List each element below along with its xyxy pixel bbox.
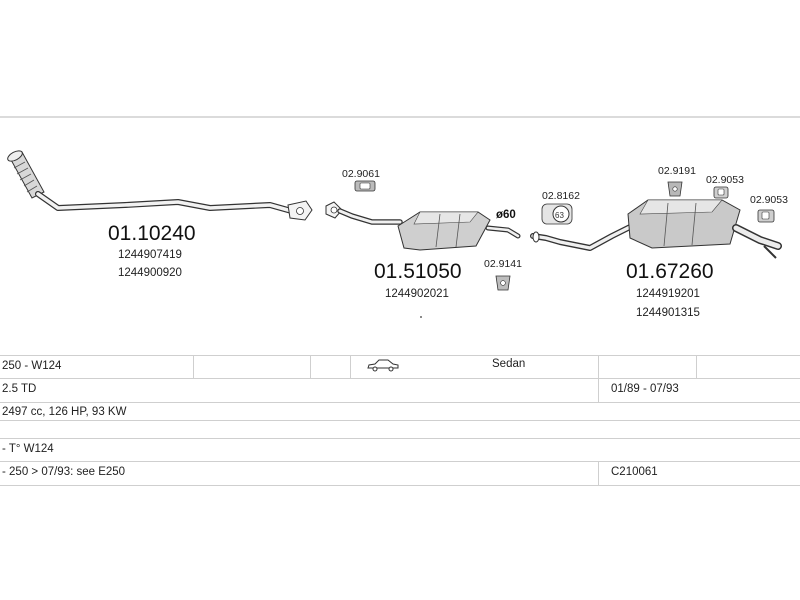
accessory-number: 02.9053 (706, 174, 744, 186)
col-divider (598, 461, 599, 485)
rubber-mount-icon (496, 276, 510, 290)
oem-number: 1244901315 (636, 307, 700, 319)
clamp-mark: 63 (555, 211, 564, 220)
col-divider (193, 355, 194, 378)
accessory-number: 02.9053 (750, 194, 788, 206)
part-number: 01.67260 (626, 260, 714, 283)
gasket-icon (355, 181, 375, 191)
oem-number: 1244902021 (385, 288, 449, 300)
body-type-cell: Sedan (492, 358, 526, 370)
row-divider (0, 402, 800, 403)
hanger-icon (668, 182, 682, 196)
oem-number: 1244919201 (636, 288, 700, 300)
col-divider (696, 355, 697, 378)
accessory-number: 02.9061 (342, 168, 380, 180)
row-divider (0, 485, 800, 486)
spec-cell: 2497 cc, 126 HP, 93 KW (2, 406, 127, 418)
middle-silencer-drawing (326, 202, 518, 250)
model-cell: 250 - W124 (2, 360, 62, 372)
clamp-icon (542, 204, 572, 224)
col-divider (598, 378, 599, 402)
years-cell: 01/89 - 07/93 (611, 383, 679, 395)
engine-cell: 2.5 TD (2, 383, 37, 395)
part-number: 01.10240 (108, 222, 196, 245)
col-divider (350, 355, 351, 378)
accessory-number: 02.8162 (542, 190, 580, 202)
dot-mark (420, 316, 422, 318)
row-divider (0, 355, 800, 356)
note-cell: - 250 > 07/93: see E250 (2, 466, 126, 478)
type-cell: - T° W124 (2, 443, 54, 455)
row-divider (0, 438, 800, 439)
oem-number: 1244900920 (118, 267, 182, 279)
pipe-diameter-label: ø60 (496, 209, 516, 221)
accessory-number: 02.9141 (484, 258, 522, 270)
row-divider (0, 420, 800, 421)
part-number: 01.51050 (374, 260, 462, 283)
oem-number: 1244907419 (118, 249, 182, 261)
rubber-ring-icon (714, 187, 728, 198)
row-divider (0, 378, 800, 379)
accessory-number: 02.9191 (658, 165, 696, 177)
sedan-car-icon (366, 358, 400, 376)
front-pipe-drawing (6, 149, 312, 220)
rubber-ring-icon (758, 210, 774, 222)
row-divider (0, 461, 800, 462)
col-divider (310, 355, 311, 378)
code-cell: C210061 (611, 466, 658, 478)
col-divider (598, 355, 599, 378)
